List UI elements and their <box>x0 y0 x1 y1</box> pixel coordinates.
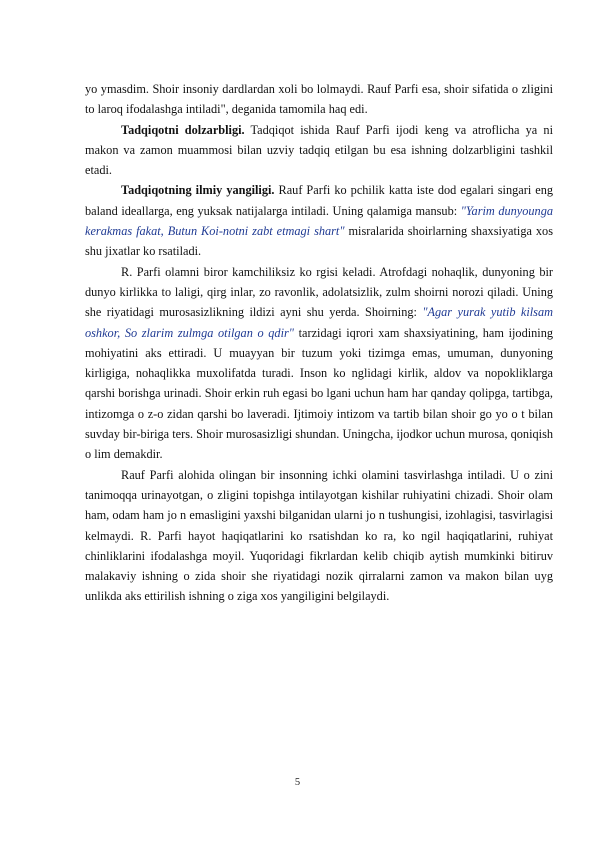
paragraph-4-text-after: tarzidagi iqrori xam shaxsiyatining, ham ijodining mohiyatini aks ettiradi. U muayyan bir tuzum yoki tizimga emas, umuman, dunyoning kirligiga, nohaqlikka muxolifatda turadi. Inson ko nglidagi kirlik, aldov va nopokliklarga qarshi borishga urinadi. Shoir erkin ruh egasi bo lgani uchun ham har qanday qolipga, tartibga, intizomga o z-o zidan qarshi bo laveradi. Ijtimoiy intizom va tartib bilan shoir go yo o t bilan suvday bir-biriga ters. Shoir murosasizligi shundan. Uningcha, ijodkor uchun murosa, qoniqish o lim demakdir. <box>85 325 553 462</box>
paragraph-1 <box>85 79 553 120</box>
paragraph-4-quote: "Agar yurak yutib kilsam oshkor, So zlarim zulmga otilgan o qdir" <box>85 305 554 340</box>
paragraph-5 <box>85 465 553 607</box>
relevance-text: Tadqiqot ishida Rauf Parfi ijodi keng va atroflicha ya ni makon va zamon muammosi bilan uzviy tadqiq etilgan bu esa ishning dolzarbligini tashkil etadi. <box>85 122 553 178</box>
novelty-text-after: misralarida shoirlarning shaxsiyatiga xos shu jixatlar ko rsatiladi. <box>85 224 553 259</box>
paragraph-4-text-before: R. Parfi olamni biror kamchiliksiz ko rgisi keladi. Atrofdagi nohaqlik, dunyoning bir dunyo kirlikka to laligi, qirg inlar, zo ravonlik, adolatsizlik, zulm shoirni norozi qiladi. Uning she riyatidagi murosasizlikning ildizi ayni shu yerda. Shoirning: <box>85 264 553 320</box>
novelty-quote: "Yarim dunyounga kerakmas fakat, Butun Koi-notni zabt etmagi shart" <box>85 203 553 239</box>
paragraph-5-text: Rauf Parfi alohida olingan bir insonning ichki olamini tasvirlashga intiladi. U o zini tanimoqqa urinayotgan, o zligini topishga intilayotgan kishilar ruhiyatini chizadi. Shoir olam ham, odam ham jo n emasligini yaxshi bilganidan ularni jo n tushungisi, izohlagisi, tasvirlagisi kelmaydi. R. Parfi hayot haqiqatlarini ko rsatishdan ko ra, ko ngil haqiqatlarini, ruhiyat chinliklarini ifodalashga moyil. Yuqoridagi fikrlardan kelib chiqib aytish mumkinki bitiruv malakaviy ishning o zida shoir she riyatidagi nozik qirralarni zamon va makon bilan uyg unlikda aks ettirilish ishning o ziga xos yangiligini belgilaydi. <box>85 467 553 604</box>
document-body <box>85 79 553 607</box>
paragraph-1-text: yo ymasdim. Shoir insoniy dardlardan xoli bo lolmaydi. Rauf Parfi esa, shoir sifatida o zligini to laroq ifodalashga intiladi", deganida tamomila haq edi. <box>85 82 553 117</box>
paragraph-4 <box>85 262 553 465</box>
paragraph-relevance <box>85 120 553 181</box>
novelty-heading: Tadqiqotning ilmiy yangiligi. <box>121 183 275 198</box>
page-number: 5 <box>294 777 301 788</box>
relevance-heading: Tadqiqotni dolzarbligi. <box>121 122 245 137</box>
novelty-text-before: Rauf Parfi ko pchilik katta iste dod egalari singari eng baland ideallarga, eng yuksak natijalarga intiladi. Uning qalamiga mansub: <box>85 183 554 218</box>
paragraph-novelty <box>85 180 553 261</box>
